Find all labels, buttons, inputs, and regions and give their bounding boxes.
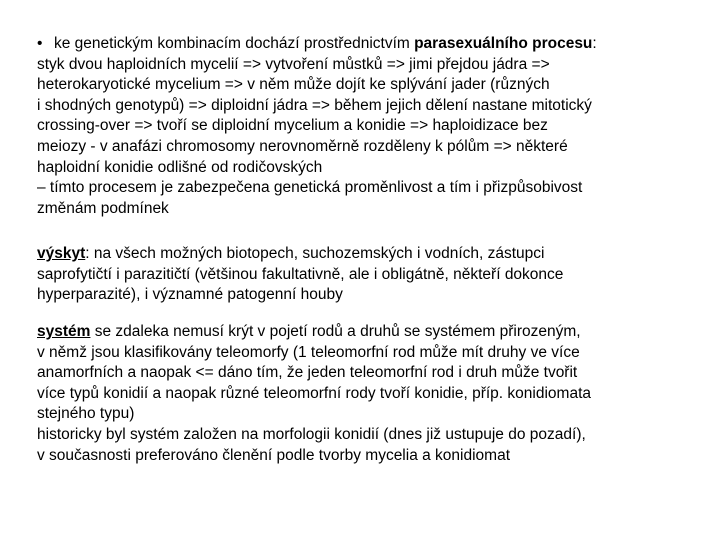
- text-line: v němž jsou klasifikovány teleomorfy (1 teleomorfní rod může mít druhy ve více: [37, 343, 580, 361]
- parasexual-paragraph: [37, 34, 697, 219]
- text-line: saprofytičtí i parazitičtí (většinou fakultativně, ale i obligátně, někteří dokonce: [37, 265, 564, 283]
- text-line: meiozy - v anafázi chromosomy nerovnoměrně rozděleny k pólům => některé: [37, 137, 568, 155]
- system-term: systém: [37, 323, 91, 340]
- text-line: styk dvou haploidních mycelií => vytvoření můstků => jimi přejdou jádra =>: [37, 55, 550, 73]
- text-line: historicky byl systém založen na morfologii konidií (dnes již ustupuje do pozadí),: [37, 425, 586, 443]
- text-line: více typů konidií a naopak různé teleomorfní rody tvoří konidie, příp. konidiomata: [37, 384, 591, 402]
- text-run: :: [592, 35, 597, 52]
- text-line: heterokaryotické mycelium => v něm může dojít ke splývání jader (různých: [37, 76, 550, 94]
- text-run: : na všech možných biotopech, suchozemských i vodních, zástupci: [85, 245, 545, 262]
- text-line: i shodných genotypů) => diploidní jádra => během jejich dělení nastane mitotický: [37, 96, 592, 114]
- text-line: [37, 34, 697, 55]
- text-line: [37, 322, 697, 343]
- occurrence-paragraph: [37, 244, 697, 306]
- text-line: stejného typu): [37, 405, 135, 423]
- occurrence-term: výskyt: [37, 245, 86, 262]
- text-line: hyperparazité), i významné patogenní houby: [37, 286, 343, 304]
- text-line: crossing-over => tvoří se diploidní mycelium a konidie => haploidizace bez: [37, 117, 548, 135]
- bullet: •: [37, 35, 43, 52]
- parasexual-process-term: parasexuálního procesu: [414, 35, 593, 52]
- text-line: v současnosti preferováno členění podle tvorby mycelia a konidiomat: [37, 446, 511, 464]
- text-line: haploidní konidie odlišné od rodičovských: [37, 158, 323, 176]
- text-run: ke genetickým kombinacím dochází prostřednictvím: [54, 35, 415, 52]
- text-line: [37, 244, 697, 265]
- text-run: se zdaleka nemusí krýt v pojetí rodů a druhů se systémem přirozeným,: [90, 323, 581, 340]
- system-paragraph: [37, 322, 697, 466]
- text-line: změnám podmínek: [37, 199, 169, 217]
- text-line: anamorfních a naopak <= dáno tím, že jeden teleomorfní rod i druh může tvořit: [37, 364, 578, 382]
- text-line: – tímto procesem je zabezpečena genetická proměnlivost a tím i přizpůsobivost: [37, 179, 583, 197]
